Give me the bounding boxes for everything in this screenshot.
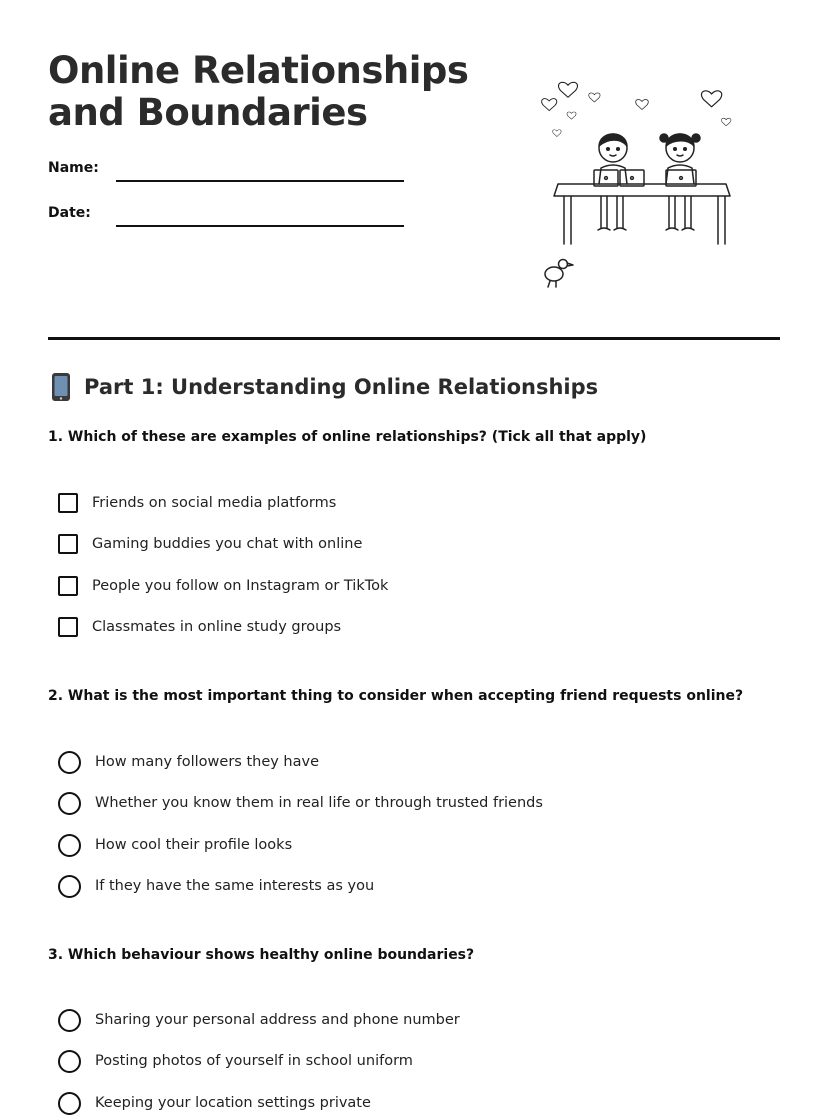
option-label: Classmates in online study groups: [92, 619, 342, 635]
option-label: How many followers they have: [95, 754, 320, 770]
checkbox[interactable]: [58, 617, 78, 637]
q2-option-2[interactable]: [58, 791, 543, 815]
title-line-2: and Boundaries: [48, 91, 368, 134]
q3-option-1[interactable]: [58, 1008, 460, 1032]
checkbox[interactable]: [58, 576, 78, 596]
q2-option-3[interactable]: [58, 833, 292, 857]
q3-option-2[interactable]: [58, 1049, 413, 1073]
checkbox[interactable]: [58, 534, 78, 554]
part1-title: Part 1: Understanding Online Relationships: [84, 375, 599, 399]
option-label: People you follow on Instagram or TikTok: [92, 578, 389, 594]
question-3: 3. Which behaviour shows healthy online boundaries?: [48, 947, 475, 963]
part1-heading: [48, 372, 598, 402]
option-label: Sharing your personal address and phone number: [95, 1012, 460, 1028]
q1-option-3[interactable]: [58, 574, 388, 598]
radio-button[interactable]: [58, 1050, 81, 1073]
q1-option-1[interactable]: [58, 491, 336, 515]
q1-option-2[interactable]: [58, 532, 362, 556]
radio-button[interactable]: [58, 1009, 81, 1032]
radio-button[interactable]: [58, 875, 81, 898]
radio-button[interactable]: [58, 792, 81, 815]
title-line-1: Online Relationships: [48, 49, 469, 92]
q2-option-4[interactable]: [58, 874, 374, 898]
radio-button[interactable]: [58, 1092, 81, 1115]
option-label: How cool their profile looks: [95, 837, 293, 853]
q3-option-3[interactable]: [58, 1091, 371, 1115]
option-label: Keeping your location settings private: [95, 1095, 371, 1111]
option-label: Whether you know them in real life or through trusted friends: [95, 795, 543, 811]
section-divider: [48, 337, 780, 340]
mobile-phone-icon: [48, 372, 74, 402]
q1-option-4[interactable]: [58, 615, 341, 639]
worksheet-title: [48, 50, 468, 134]
option-label: Friends on social media platforms: [92, 495, 337, 511]
question-2: 2. What is the most important thing to consider when accepting friend requests online?: [48, 688, 744, 704]
option-label: Gaming buddies you chat with online: [92, 536, 363, 552]
q2-option-1[interactable]: [58, 750, 319, 774]
name-label: Name:: [48, 160, 99, 176]
radio-button[interactable]: [58, 834, 81, 857]
date-label: Date:: [48, 205, 91, 221]
date-line[interactable]: [116, 225, 404, 227]
radio-button[interactable]: [58, 751, 81, 774]
checkbox[interactable]: [58, 493, 78, 513]
option-label: If they have the same interests as you: [95, 878, 375, 894]
question-1: 1. Which of these are examples of online relationships? (Tick all that apply): [48, 429, 647, 445]
children-with-laptops-illustration: [538, 78, 758, 293]
option-label: Posting photos of yourself in school uniform: [95, 1053, 413, 1069]
name-line[interactable]: [116, 180, 404, 182]
